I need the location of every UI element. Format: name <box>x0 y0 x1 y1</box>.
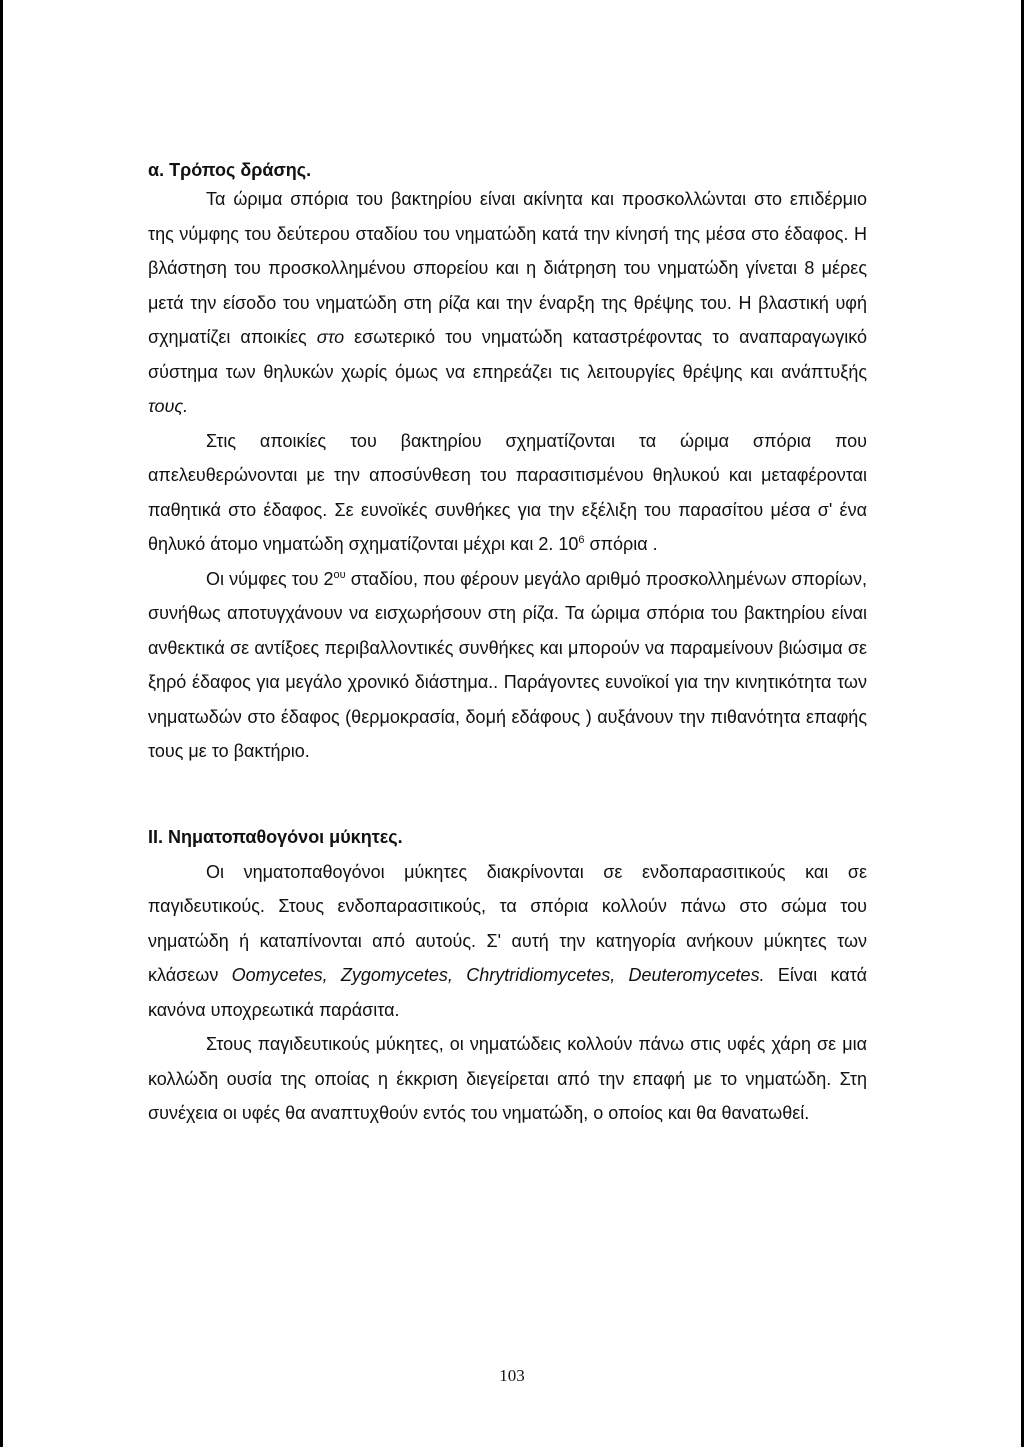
page-content <box>148 158 867 1131</box>
paragraph-text: Είναι κατά κανόνα υποχρεωτικά παράσιτα. <box>148 965 867 1020</box>
taxa-list: Oomycetes, Zygomycetes, Chrytridiomycetes, Deuteromycetes. <box>231 965 765 985</box>
paragraph-text: Τα ώριμα σπόρια του βακτηρίου είναι ακίνητα και προσκολλώνται στο επιδέρμιο της νύμφης του δεύτερου σταδίου του νηματώδη κατά την κίνησή της μέσα στο έδαφος. Η βλάστηση του προσκολλημένου σπορείου και η διάτρηση του νηματώδη γίνεται 8 μέρες μετά την είσοδο του νηματώδη στη ρίζα και την έναρξη της θρέψης του. Η βλαστική υφή σχηματίζει αποικίες <box>148 189 867 347</box>
paragraph-text: σταδίου, που φέρουν μεγάλο αριθμό προσκολλημένων σπορίων, συνήθως αποτυγχάνουν να εισχωρήσουν στη ρίζα. Τα ώριμα σπόρια του βακτηρίου είναι ανθεκτικά σε αντίξοες περιβαλλοντικές συνθήκες και μπορούν να παραμείνουν βιώσιμα σε ξηρό έδαφος για μεγάλο χρονικό διάστημα.. Παράγοντες ευνοϊκοί για την κινητικότητα των νηματωδών στο έδαφος (θερμοκρασία, δομή εδάφους ) αυξάνουν την πιθανότητα επαφής τους με το βακτήριο. <box>148 568 868 761</box>
section-heading-nematophagous-fungi: ΙΙ. Νηματοπαθογόνοι μύκητες. <box>148 826 403 847</box>
paragraph-endoparasitic <box>148 855 867 1028</box>
paragraph-colonies <box>148 424 867 562</box>
page-number: 103 <box>499 1366 525 1385</box>
scan-edge-left <box>0 0 3 1447</box>
paragraph-text: εσωτερικό του νηματώδη καταστρέφοντας το αναπαραγωγικό σύστημα των θηλυκών χωρίς όμως να επηρεάζει τις λειτουργίες θρέψης και ανάπτυξής <box>148 327 867 382</box>
section-heading-mode-of-action: α. Τρόπος δράσης. <box>148 160 312 180</box>
italic-text: στο <box>316 327 345 347</box>
italic-text: τους. <box>148 396 189 416</box>
superscript: ου <box>333 568 346 581</box>
paragraph-text: σπόρια . <box>584 534 658 554</box>
paragraph-trapping-fungi: Στους παγιδευτικούς μύκητες, οι νηματώδεις κολλούν πάνω στις υφές χάρη σε μια κολλώδη ουσία της οποίας η έκκριση διεγείρεται από την επαφή με το νηματώδη. Στη συνέχεια οι υφές θα αναπτυχθούν εντός του νηματώδη, ο οποίος και θα θανατωθεί. <box>148 1034 867 1123</box>
superscript: 6 <box>578 534 585 546</box>
paragraph-second-stage-larvae <box>148 562 867 769</box>
paragraph-text: Στις αποικίες του βακτηρίου σχηματίζονται τα ώριμα σπόρια που απελευθερώνονται με την αποσύνθεση του παρασιτισμένου θηλυκού και μεταφέρονται παθητικά στο έδαφος. Σε ευνοϊκές συνθήκες για την εξέλιξη του παρασίτου μέσα σ' ένα θηλυκό άτομο νηματώδη σχηματίζονται μέχρι και 2. 10 <box>148 430 867 554</box>
paragraph-text: Οι νύμφες του 2 <box>206 568 334 589</box>
paragraph-spore-attachment <box>148 182 867 424</box>
paragraph-text: Οι νηματοπαθογόνοι μύκητες διακρίνονται σε ενδοπαρασιτικούς και σε παγιδευτικούς. Στους ενδοπαρασιτικούς, τα σπόρια κολλούν πάνω στο σώμα του νηματώδη ή καταπίνονται από αυτούς. Σ' αυτή την κατηγορία ανήκουν μύκητες των κλάσεων <box>148 861 867 985</box>
